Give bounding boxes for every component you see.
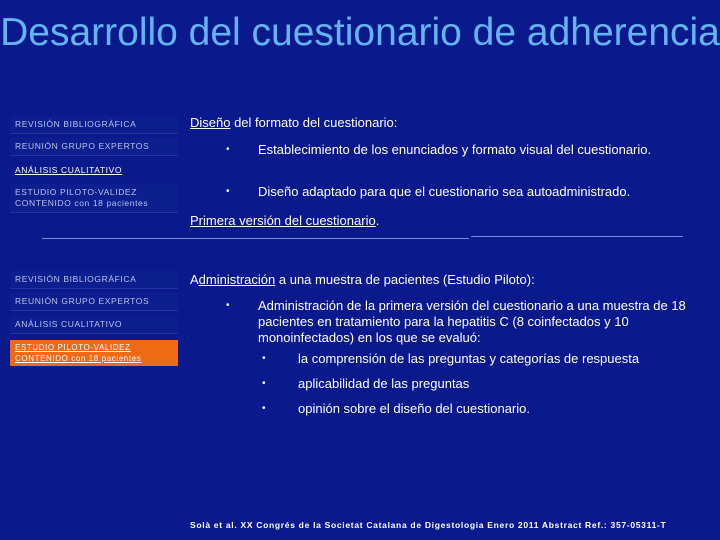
sub-bullet-text: opinión sobre el diseño del cuestionario. [298,401,530,416]
section2-heading [190,272,535,287]
step-analisis-cualitativo [10,162,178,179]
step-revision-bibliografica [10,116,178,134]
step-label: REVISIÓN BIBLIOGRÁFICA [15,274,137,284]
heading-rest: a una muestra de pacientes (Estudio Piloto): [275,272,535,287]
bullet-icon: • [262,378,266,389]
step-label: ANÁLISIS CUALITATIVO [15,319,123,329]
step-label: REUNIÓN GRUPO EXPERTOS [15,141,150,151]
section1-heading [190,115,397,130]
step-reunion-grupo-expertos [10,138,178,156]
step-revision-bibliografica [10,271,178,289]
step-label: REVISIÓN BIBLIOGRÁFICA [15,119,137,129]
heading-rest: del formato del cuestionario: [230,115,398,130]
step-analisis-cualitativo [10,316,178,334]
sub-bullet-text: aplicabilidad de las preguntas [298,376,470,391]
step-reunion-grupo-expertos [10,293,178,311]
section1-result [190,213,379,228]
bullet-icon: • [262,403,266,414]
step-label: REUNIÓN GRUPO EXPERTOS [15,296,150,306]
step-estudio-piloto [10,184,178,213]
step-label: ESTUDIO PILOTO-VALIDEZ CONTENIDO con 18 pacientes [15,343,142,363]
step-label: ESTUDIO PILOTO-VALIDEZ CONTENIDO con 18 pacientes [15,187,149,208]
heading-underlined: Diseño [190,115,231,130]
bullet-icon: • [226,186,230,197]
bullet-icon: • [226,300,230,311]
bullet-text: Diseño adaptado para que el cuestionario sea autoadministrado. [258,184,631,199]
footer-citation: Solà et al. XX Congrés de la Societat Catalana de Digestologia Enero 2011 Abstract Ref.: 357-05311-T [190,520,667,530]
bullet-icon: • [262,353,266,364]
divider-line [42,238,469,239]
result-end: . [375,213,380,228]
step-label: ANÁLISIS CUALITATIVO [15,165,123,175]
heading-underlined: dministración [198,272,276,287]
bullet-text: Establecimiento de los enunciados y formato visual del cuestionario. [258,142,652,157]
slide-title: Desarrollo del cuestionario de adherencia [0,11,720,54]
result-text: Primera versión del cuestionario [190,213,376,228]
heading-first: A [190,272,199,287]
step-estudio-piloto-active [10,340,178,366]
bullet-icon: • [226,144,230,155]
divider-line [471,236,683,237]
sub-bullet-text: la comprensión de las preguntas y categorías de respuesta [298,351,640,366]
bullet-text: Administración de la primera versión del cuestionario a una muestra de 18 pacientes en tratamiento para la hepatitis C (8 coinfectados y 10 monoinfectados) en los que se evaluó: [258,298,686,345]
